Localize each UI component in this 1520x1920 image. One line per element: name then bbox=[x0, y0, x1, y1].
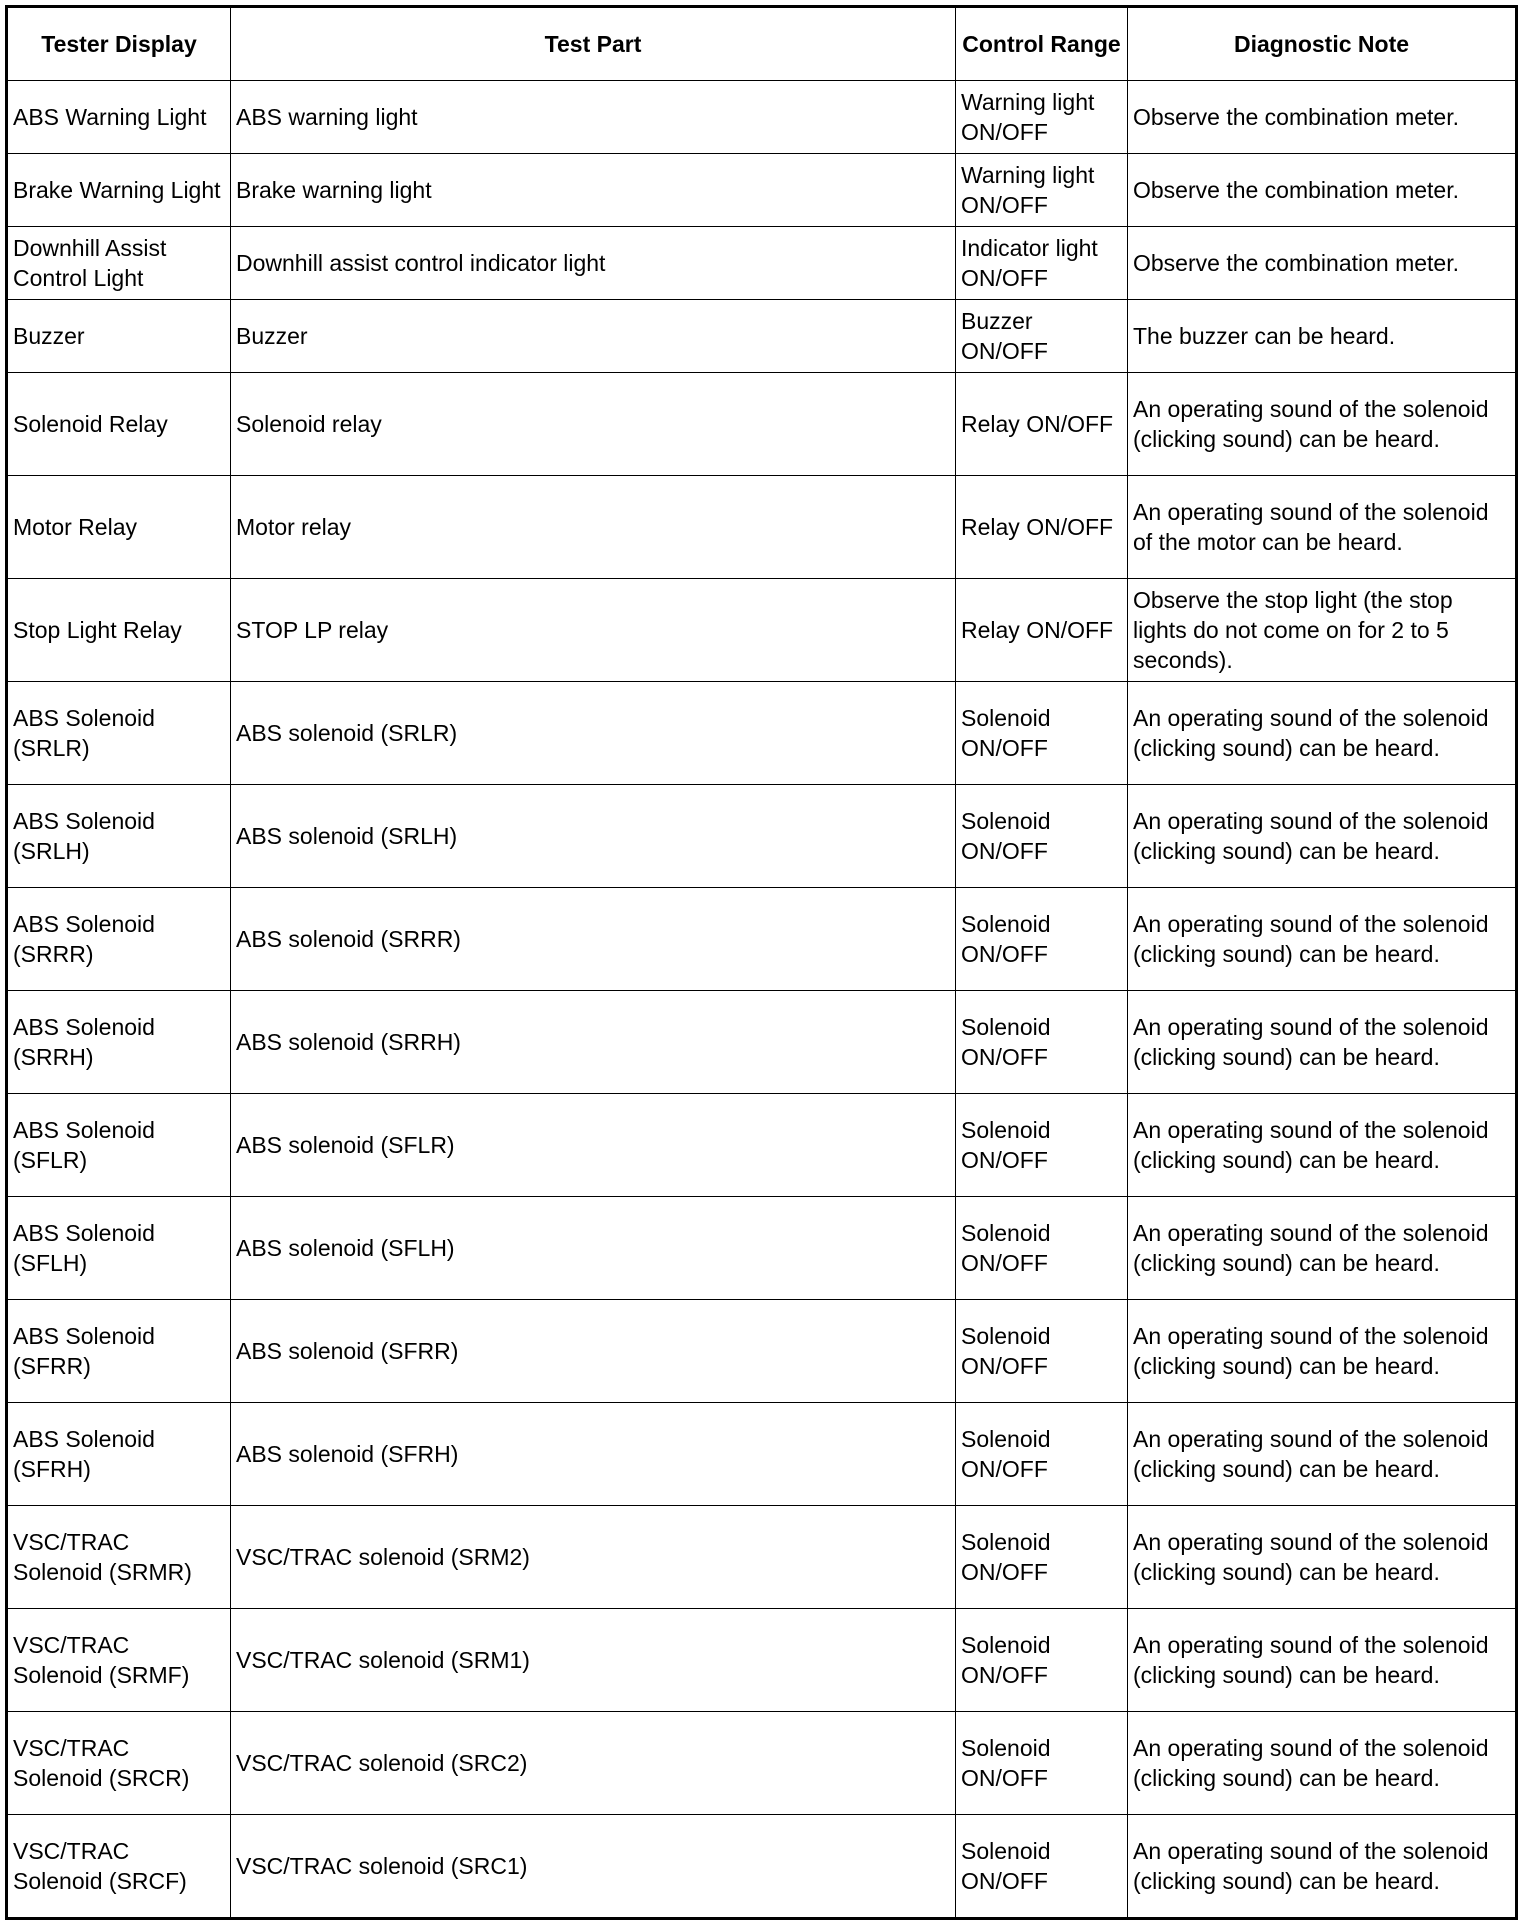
cell-control-range: Solenoid ON/OFF bbox=[956, 1197, 1128, 1300]
header-row bbox=[7, 7, 1517, 81]
cell-tester-display: VSC/TRAC Solenoid (SRCR) bbox=[7, 1712, 231, 1815]
table-row bbox=[7, 1712, 1517, 1815]
cell-control-range: Warning light ON/OFF bbox=[956, 154, 1128, 227]
table-row bbox=[7, 373, 1517, 476]
cell-control-range: Solenoid ON/OFF bbox=[956, 682, 1128, 785]
cell-diagnostic-note: Observe the combination meter. bbox=[1128, 81, 1517, 154]
cell-diagnostic-note: Observe the combination meter. bbox=[1128, 154, 1517, 227]
cell-test-part: ABS solenoid (SFLH) bbox=[231, 1197, 956, 1300]
cell-test-part: ABS solenoid (SRRH) bbox=[231, 991, 956, 1094]
table-row bbox=[7, 579, 1517, 682]
cell-control-range: Solenoid ON/OFF bbox=[956, 1506, 1128, 1609]
table-row bbox=[7, 1815, 1517, 1919]
cell-test-part: Motor relay bbox=[231, 476, 956, 579]
table-row bbox=[7, 1197, 1517, 1300]
cell-test-part: Downhill assist control indicator light bbox=[231, 227, 956, 300]
cell-diagnostic-note: An operating sound of the solenoid (clicking sound) can be heard. bbox=[1128, 682, 1517, 785]
cell-tester-display: ABS Solenoid (SRRH) bbox=[7, 991, 231, 1094]
cell-control-range: Buzzer ON/OFF bbox=[956, 300, 1128, 373]
cell-test-part: Solenoid relay bbox=[231, 373, 956, 476]
cell-test-part: ABS solenoid (SFLR) bbox=[231, 1094, 956, 1197]
table-row bbox=[7, 991, 1517, 1094]
cell-tester-display: Buzzer bbox=[7, 300, 231, 373]
cell-diagnostic-note: An operating sound of the solenoid (clicking sound) can be heard. bbox=[1128, 1506, 1517, 1609]
cell-test-part: VSC/TRAC solenoid (SRM1) bbox=[231, 1609, 956, 1712]
cell-diagnostic-note: An operating sound of the solenoid (clicking sound) can be heard. bbox=[1128, 1403, 1517, 1506]
cell-diagnostic-note: An operating sound of the solenoid of the motor can be heard. bbox=[1128, 476, 1517, 579]
cell-diagnostic-note: An operating sound of the solenoid (clicking sound) can be heard. bbox=[1128, 1197, 1517, 1300]
cell-diagnostic-note: An operating sound of the solenoid (clicking sound) can be heard. bbox=[1128, 1815, 1517, 1919]
cell-tester-display: ABS Solenoid (SRLH) bbox=[7, 785, 231, 888]
cell-test-part: ABS solenoid (SRRR) bbox=[231, 888, 956, 991]
cell-tester-display: VSC/TRAC Solenoid (SRMR) bbox=[7, 1506, 231, 1609]
cell-tester-display: Downhill Assist Control Light bbox=[7, 227, 231, 300]
cell-tester-display: Solenoid Relay bbox=[7, 373, 231, 476]
cell-control-range: Solenoid ON/OFF bbox=[956, 991, 1128, 1094]
cell-tester-display: Brake Warning Light bbox=[7, 154, 231, 227]
cell-test-part: STOP LP relay bbox=[231, 579, 956, 682]
table-row bbox=[7, 1609, 1517, 1712]
cell-test-part: ABS warning light bbox=[231, 81, 956, 154]
cell-control-range: Relay ON/OFF bbox=[956, 373, 1128, 476]
header-test-part: Test Part bbox=[231, 7, 956, 81]
cell-diagnostic-note: An operating sound of the solenoid (clicking sound) can be heard. bbox=[1128, 991, 1517, 1094]
cell-test-part: VSC/TRAC solenoid (SRM2) bbox=[231, 1506, 956, 1609]
table-row bbox=[7, 682, 1517, 785]
cell-control-range: Solenoid ON/OFF bbox=[956, 1609, 1128, 1712]
cell-diagnostic-note: Observe the combination meter. bbox=[1128, 227, 1517, 300]
table-row bbox=[7, 227, 1517, 300]
header-tester-display: Tester Display bbox=[7, 7, 231, 81]
cell-tester-display: ABS Solenoid (SFLH) bbox=[7, 1197, 231, 1300]
cell-test-part: VSC/TRAC solenoid (SRC1) bbox=[231, 1815, 956, 1919]
cell-control-range: Solenoid ON/OFF bbox=[956, 1403, 1128, 1506]
table-row bbox=[7, 154, 1517, 227]
cell-tester-display: ABS Solenoid (SRRR) bbox=[7, 888, 231, 991]
cell-tester-display: VSC/TRAC Solenoid (SRMF) bbox=[7, 1609, 231, 1712]
header-diagnostic-note: Diagnostic Note bbox=[1128, 7, 1517, 81]
table-row bbox=[7, 888, 1517, 991]
cell-control-range: Warning light ON/OFF bbox=[956, 81, 1128, 154]
table-row bbox=[7, 1094, 1517, 1197]
cell-control-range: Solenoid ON/OFF bbox=[956, 1815, 1128, 1919]
cell-tester-display: ABS Solenoid (SFRR) bbox=[7, 1300, 231, 1403]
cell-diagnostic-note: An operating sound of the solenoid (clicking sound) can be heard. bbox=[1128, 1609, 1517, 1712]
cell-diagnostic-note: An operating sound of the solenoid (clicking sound) can be heard. bbox=[1128, 785, 1517, 888]
cell-diagnostic-note: The buzzer can be heard. bbox=[1128, 300, 1517, 373]
cell-diagnostic-note: An operating sound of the solenoid (clicking sound) can be heard. bbox=[1128, 1300, 1517, 1403]
cell-control-range: Solenoid ON/OFF bbox=[956, 1300, 1128, 1403]
cell-control-range: Relay ON/OFF bbox=[956, 476, 1128, 579]
cell-control-range: Relay ON/OFF bbox=[956, 579, 1128, 682]
cell-control-range: Solenoid ON/OFF bbox=[956, 785, 1128, 888]
active-test-table bbox=[5, 5, 1518, 1920]
cell-control-range: Solenoid ON/OFF bbox=[956, 1712, 1128, 1815]
cell-test-part: ABS solenoid (SRLR) bbox=[231, 682, 956, 785]
cell-test-part: Brake warning light bbox=[231, 154, 956, 227]
table-row bbox=[7, 1300, 1517, 1403]
table-row bbox=[7, 1506, 1517, 1609]
table-row bbox=[7, 81, 1517, 154]
cell-control-range: Solenoid ON/OFF bbox=[956, 1094, 1128, 1197]
table-row bbox=[7, 1403, 1517, 1506]
cell-tester-display: Motor Relay bbox=[7, 476, 231, 579]
cell-tester-display: ABS Warning Light bbox=[7, 81, 231, 154]
header-control-range: Control Range bbox=[956, 7, 1128, 81]
cell-test-part: VSC/TRAC solenoid (SRC2) bbox=[231, 1712, 956, 1815]
cell-test-part: ABS solenoid (SRLH) bbox=[231, 785, 956, 888]
cell-diagnostic-note: Observe the stop light (the stop lights do not come on for 2 to 5 seconds). bbox=[1128, 579, 1517, 682]
cell-tester-display: Stop Light Relay bbox=[7, 579, 231, 682]
table-row bbox=[7, 785, 1517, 888]
cell-diagnostic-note: An operating sound of the solenoid (clicking sound) can be heard. bbox=[1128, 373, 1517, 476]
cell-tester-display: ABS Solenoid (SFLR) bbox=[7, 1094, 231, 1197]
cell-test-part: Buzzer bbox=[231, 300, 956, 373]
cell-control-range: Indicator light ON/OFF bbox=[956, 227, 1128, 300]
cell-tester-display: VSC/TRAC Solenoid (SRCF) bbox=[7, 1815, 231, 1919]
table-row bbox=[7, 476, 1517, 579]
cell-diagnostic-note: An operating sound of the solenoid (clicking sound) can be heard. bbox=[1128, 1712, 1517, 1815]
cell-tester-display: ABS Solenoid (SRLR) bbox=[7, 682, 231, 785]
cell-diagnostic-note: An operating sound of the solenoid (clicking sound) can be heard. bbox=[1128, 888, 1517, 991]
cell-test-part: ABS solenoid (SFRH) bbox=[231, 1403, 956, 1506]
cell-test-part: ABS solenoid (SFRR) bbox=[231, 1300, 956, 1403]
cell-diagnostic-note: An operating sound of the solenoid (clicking sound) can be heard. bbox=[1128, 1094, 1517, 1197]
cell-tester-display: ABS Solenoid (SFRH) bbox=[7, 1403, 231, 1506]
table-row bbox=[7, 300, 1517, 373]
cell-control-range: Solenoid ON/OFF bbox=[956, 888, 1128, 991]
